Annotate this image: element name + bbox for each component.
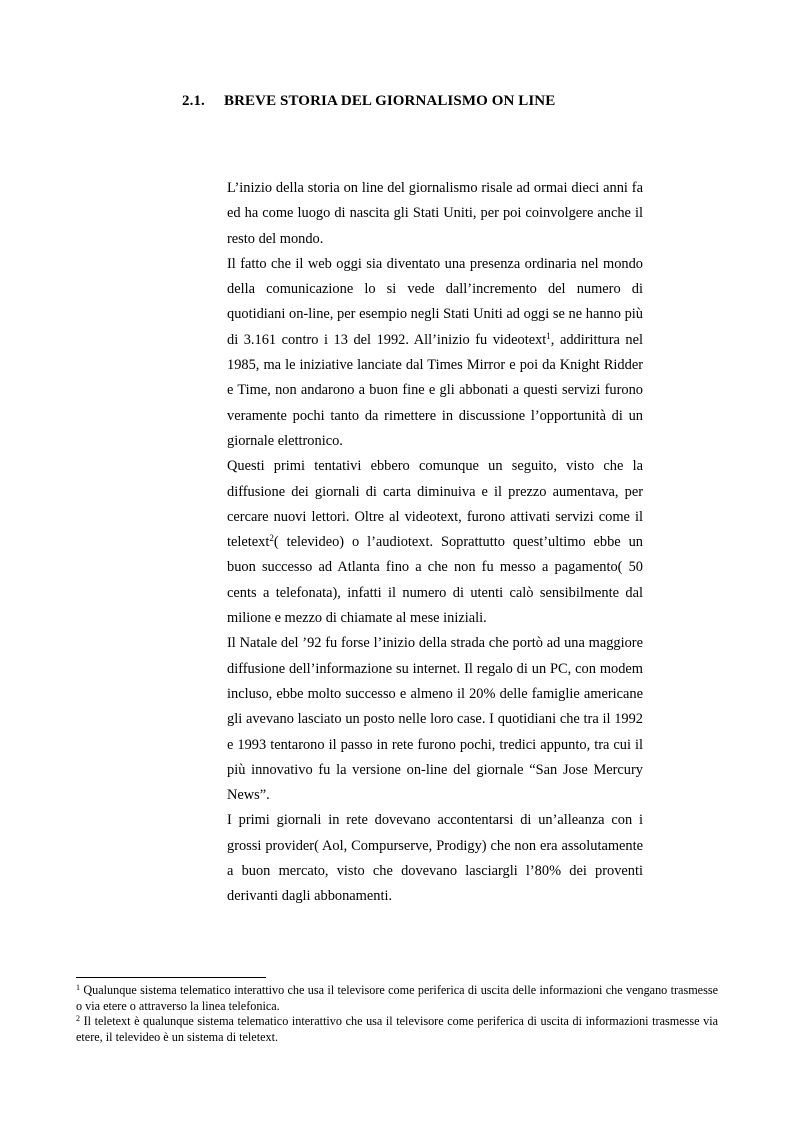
paragraph-2-part-b: , addirittura nel 1985, ma le iniziative lanciate dal Times Mirror e poi da Knight Ridder e Time, non andarono a buon fine e gli abbonati a questi servizi furono veramente pochi tanto da rimettere in discussione l’opportunità di un giornale elettronico. (227, 331, 644, 449)
footnote-separator (76, 977, 266, 978)
footnote-mark-1: 1 (76, 983, 80, 992)
footnote-ref-2: 2 (269, 533, 274, 544)
section-title: BREVE STORIA DEL GIORNALISMO ON LINE (224, 93, 556, 109)
body-text (227, 176, 643, 910)
paragraph-2 (227, 252, 643, 454)
footnote-mark-2: 2 (76, 1014, 80, 1023)
footnote-2-text: Il teletext è qualunque sistema telematico interattivo che usa il televisore come periferica di uscita di informazioni trasmesse via etere, il televideo è un sistema di teletext. (76, 1014, 718, 1044)
footnote-2 (76, 1014, 718, 1045)
footnote-1 (76, 983, 718, 1014)
paragraph-3 (227, 454, 643, 631)
paragraph-4: Il Natale del ’92 fu forse l’inizio della strada che portò ad una maggiore diffusione dell’informazione su internet. Il regalo di un PC, con modem incluso, ebbe molto successo e almeno il 20% delle famiglie americane gli avevano lasciato un posto nelle loro case. I quotidiani che tra il 1992 e 1993 tentarono il passo in rete furono pochi, tredici appunto, tra cui il più innovativo fu la versione on-line del giornale “San Jose Mercury News”. (227, 635, 643, 804)
footnote-ref-1: 1 (546, 330, 551, 341)
paragraph-5: I primi giornali in rete dovevano accontentarsi di un’alleanza con i grossi provider( Aol, Compurserve, Prodigy) che non era assolutamente a buon mercato, visto che dovevano lasciargli l’80% dei proventi derivanti dagli abbonamenti. (227, 812, 643, 905)
paragraph-2-part-a: Il fatto che il web oggi sia diventato una presenza ordinaria nel mondo della comunicazione lo si vede dall’incremento del numero di quotidiani on-line, per esempio negli Stati Uniti ad oggi se ne hanno più di 3.161 contro i 13 del 1992. All’inizio fu videotext (227, 255, 643, 348)
paragraph-1: L’inizio della storia on line del giornalismo risale ad ormai dieci anni fa ed ha come luogo di nascita gli Stati Uniti, per poi coinvolgere anche il resto del mondo. (227, 180, 643, 247)
paragraph-3-part-a: Questi primi tentativi ebbero comunque un seguito, visto che la diffusione dei giornali di carta diminuiva e il prezzo aumentava, per cercare nuovi lettori. Oltre al videotext, furono attivati servizi come il teletext (227, 458, 643, 551)
section-number: 2.1. (182, 93, 205, 109)
footnotes (76, 983, 718, 1045)
paragraph-3-part-b: ( televideo) o l’audiotext. Soprattutto quest’ultimo ebbe un buon successo ad Atlanta fino a che non fu messo a pagamento( 50 cents a telefonata), infatti il numero di utenti calò sensibilmente dal milione e mezzo di chiamate al mese iniziali. (227, 534, 643, 627)
footnote-1-text: Qualunque sistema telematico interattivo che usa il televisore come periferica di uscita delle informazioni che vengano trasmesse o via etere o attraverso la linea telefonica. (76, 983, 718, 1013)
section-heading (182, 93, 555, 110)
